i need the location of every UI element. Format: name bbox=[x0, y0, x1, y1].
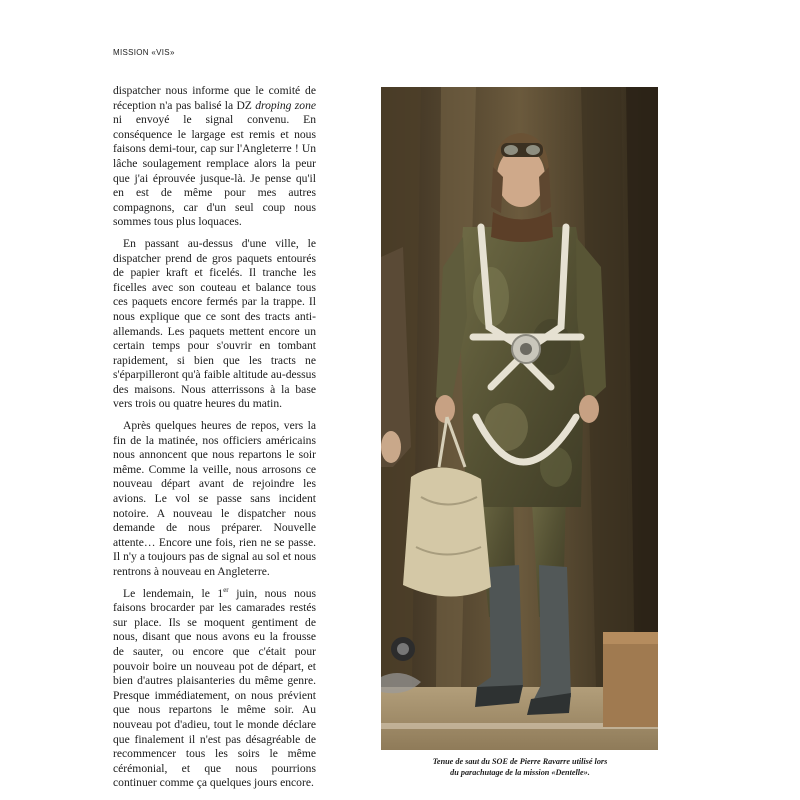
paragraph-1-text-a: dispatcher nous informe que le comité de réception n'a pas balisé la DZ bbox=[113, 84, 316, 112]
paragraph-1-text-b: ni envoyé le signal convenu. En conséquence le largage est remis et nous faisons demi-tour, cap sur l'Angleterre ! Un lâche soulagement remplace alors la peur que j'ai éprouvée jusque-là. Je pense qu'il en est de même pour mes autres compagnons, car d'un seul coup nous sommes tous plus loquaces. bbox=[113, 113, 316, 229]
paragraph-1 bbox=[113, 84, 316, 230]
photo-caption bbox=[390, 756, 650, 778]
paragraph-1-italic: droping zone bbox=[255, 98, 317, 112]
caption-line-2: du parachutage de la mission «Dentelle». bbox=[450, 768, 590, 777]
paragraph-2: En passant au-dessus d'une ville, le dispatcher prend de gros paquets entourés de papier kraft et ficelés. Il tranche les ficelles avec son couteau et balance tous ces paquets encore fermés par la trappe. Il nous explique que ce sont des tracts anti-allemands. Les paquets mettent encore un certain temps pour s'ouvrir en tombant rapidement, si bien que les tracts ne s'éparpilleront qu'à faible altitude au-dessus des maisons. Nous atterrissons à la base vers trois ou quatre heures du matin. bbox=[113, 236, 316, 411]
paragraph-4 bbox=[113, 587, 316, 791]
body-text-column bbox=[113, 84, 316, 791]
paragraph-3: Après quelques heures de repos, vers la fin de la matinée, nos officiers américains nous annoncent que nous repartons le soir même. Comme la veille, nous arrosons ce nouveau départ avant de rejoindre les avions. Le vol se passe sans incident notoire. A nouveau le dispatcher nous demande de nous préparer. Nouvelle attente… Encore une fois, rien ne se passe. Il n'y a toujours pas de signal au sol et nous rentrons à nouveau en Angleterre. bbox=[113, 419, 316, 578]
paragraph-4-superscript: er bbox=[223, 585, 229, 594]
running-head: MISSION «VIS» bbox=[113, 48, 175, 57]
paragraph-4-text-b: juin, nous nous faisons brocarder par les camarades restés sur place. Ils se moquent gentiment de nous, disant que nous avons eu la frousse de sauter, ou encore que c'était pour pouvoir boire un nouveau pot de départ, et bien d'autres plaisanteries du même genre. Presque immédiatement, on nous prévient que nous repartons le même soir. Au nouveau pot d'adieu, tout le monde déclare que finalement il n'est pas désagréable de recommencer tous les soirs le même cérémonial, et que nous pourrions continuer comme ça quelques jours encore. bbox=[113, 586, 317, 790]
caption-line-1: Tenue de saut du SOE de Pierre Ravarre utilisé lors bbox=[432, 757, 608, 766]
paragraph-4-text-a: Le lendemain, le 1 bbox=[123, 586, 224, 600]
photo-parachute-suit-mannequin bbox=[381, 87, 658, 750]
